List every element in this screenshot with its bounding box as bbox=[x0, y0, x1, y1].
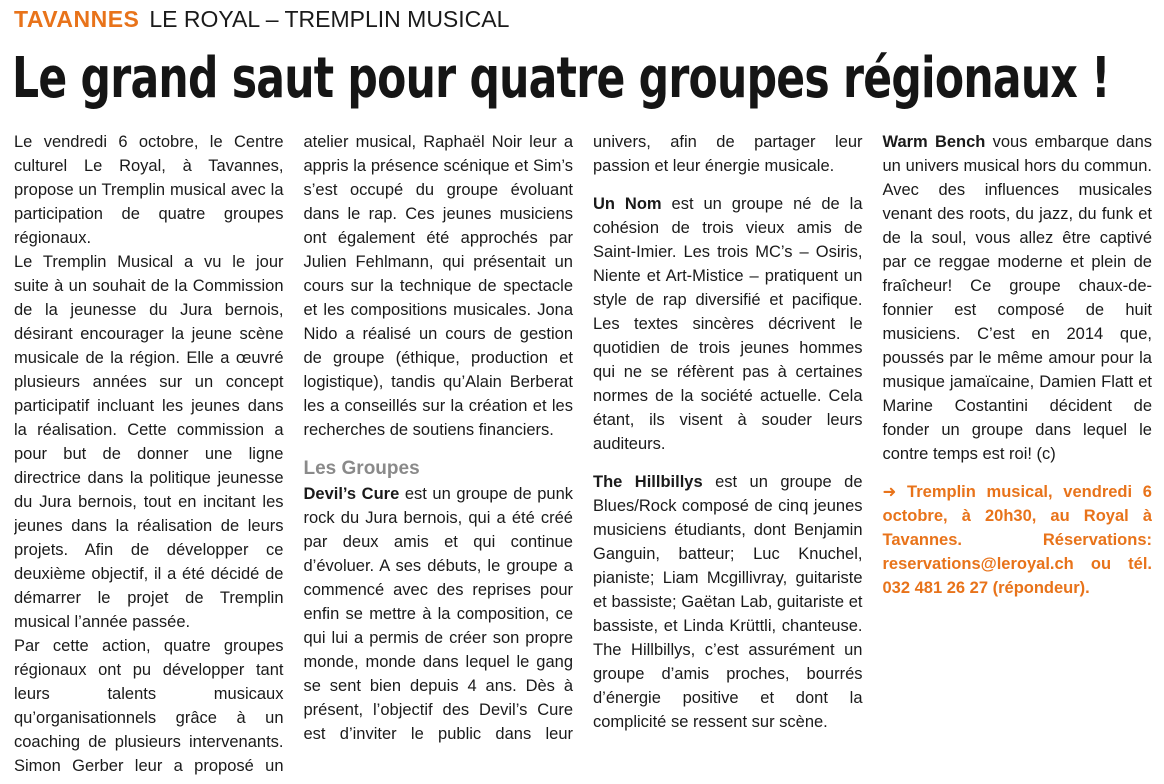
band-hillbillys-text: est un groupe de Blues/Rock composé de cinq jeunes musiciens étudiants, dont Benjamin Ganguin, batteur; Luc Knuchel, pianiste; Liam Mcgillivray, guitariste et bassiste; Gaëtan Lab, guitariste et bassiste, et Linda Krüttli, chanteuse. The Hillbillys, c’est assurément un groupe d’amis proches, bourrés d’énergie positive et dont la complicité se ressent sur scène. bbox=[593, 473, 863, 731]
band-devils-cure-name: Devil’s Cure bbox=[303, 485, 400, 503]
band-un-nom-text: est un groupe né de la cohésion de trois vieux amis de Saint-Imier. Les trois MC’s – Osiris, Niente et Art-Mistice – pratiquent un style de rap diversifié et pacifique. Les textes sincères décrivent le quotidien de trois jeunes hommes qui ne se réfèrent pas à certaines normes de la société actuelle. Cela étant, ils visent à souder leurs auditeurs. bbox=[593, 195, 863, 453]
article-background: Le Tremplin Musical a vu le jour suite à un souhait de la Commission de la jeunesse du Jura bernois, désirant encourager la jeune scène musicale de la région. Elle a œuvré plusieurs années sur un concept participatif incluant les jeunes dans la réalisation. Cette commission a pour but de donner une ligne directrice dans la politique jeunesse du Jura bernois, tout en incitant les jeunes dans la réalisation de leurs projets. Afin de développer ce deuxième objectif, il a été décidé de démarrer le projet de Tremplin musical l’année passée. bbox=[14, 253, 284, 631]
band-warm-bench-name: Warm Bench bbox=[882, 133, 986, 151]
event-info bbox=[883, 480, 1153, 600]
kicker-place: TAVANNES bbox=[14, 6, 140, 32]
kicker-topic: LE ROYAL – TREMPLIN MUSICAL bbox=[149, 6, 510, 32]
band-warm-bench bbox=[883, 130, 1153, 466]
headline: Le grand saut pour quatre groupes régionaux ! bbox=[12, 46, 1110, 111]
article-columns bbox=[14, 130, 1152, 784]
event-info-text: Tremplin musical, vendredi 6 octobre, à 20h30, au Royal à Tavannes. Réservations: reservations@leroyal.ch ou tél. 032 481 26 27 (répondeur). bbox=[882, 483, 1152, 597]
subhead-les-groupes: Les Groupes bbox=[303, 458, 420, 479]
band-un-nom bbox=[593, 192, 863, 456]
band-devils-cure-text: est un groupe de punk rock du Jura bernois, qui a été créé par deux amis et qui continue d’évoluer. A ses débuts, le groupe a commencé avec des reprises pour enfin se mettre à la composition, ce qui lui a permis de créer son propre monde, monde dans lequel le gang se sent bien depuis 4 ans. Dès à présent, l’objectif des Devil’s Cure est d’inviter le public dans leur univers, afin de partager leur passion et leur énergie musicale. bbox=[303, 133, 863, 743]
band-hillbillys-name: The Hillbillys bbox=[593, 473, 703, 491]
article-coaching: Par cette action, quatre groupes régionaux ont pu développer tant leurs talents musicaux qu’organisationnels grâce à un coaching de plusieurs intervenants. Simon Gerber leur a proposé un atelier musical, Raphaël Noir leur a appris la présence scénique et Sim’s s’est occupé du groupe évoluant dans le rap. Ces jeunes musiciens ont également été approchés par Julien Fehlmann, qui présentait un cours sur la technique de spectacle et les compositions musicales. Jona Nido a réalisé un cours de gestion de groupe (éthique, production et logistique), tandis qu’Alain Berberat les a conseillés sur la création et les recherches de soutiens financiers. bbox=[14, 133, 573, 775]
band-hillbillys bbox=[593, 470, 863, 734]
kicker bbox=[14, 4, 509, 34]
band-un-nom-name: Un Nom bbox=[593, 195, 662, 213]
arrow-icon: ➜ bbox=[882, 483, 897, 501]
band-warm-bench-text: vous embarque dans un univers musical hors du commun. Avec des influences musicales venant des roots, du jazz, du funk et de la soul, vous allez être captivé par ce reggae moderne et plein de fraîcheur! Ce groupe chaux-de-fonnier est composé de huit musiciens. C’est en 2014 que, poussés par le même amour pour la musique jamaïcaine, Damien Flatt et Marine Costantini décident de fonder un groupe dans lequel le contre temps est roi! (c) bbox=[882, 133, 1152, 463]
article-intro: Le vendredi 6 octobre, le Centre culturel Le Royal, à Tavannes, propose un Tremplin musical avec la participation de quatre groupes régionaux. bbox=[14, 133, 284, 247]
